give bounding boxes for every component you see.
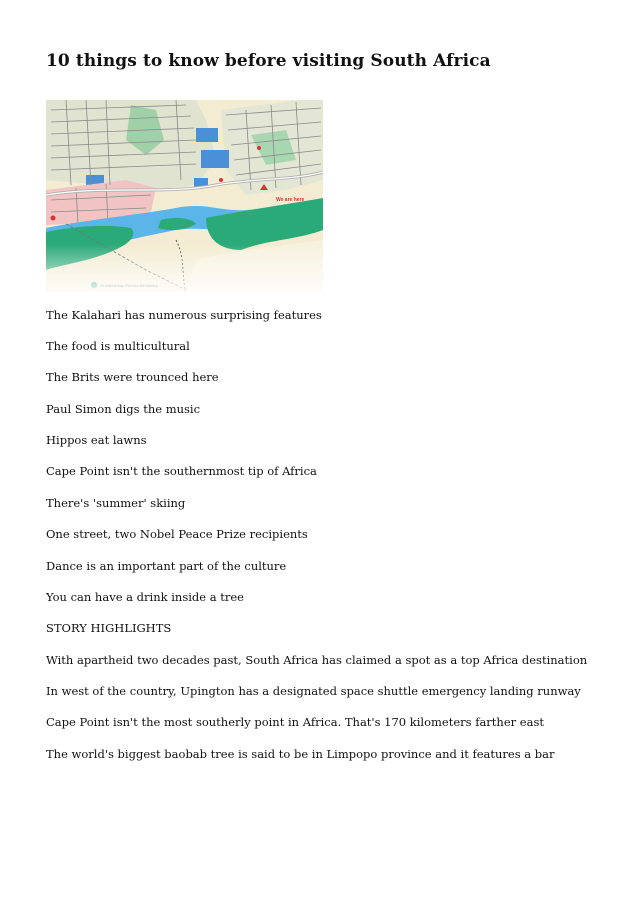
town-map-image bbox=[46, 100, 323, 292]
story-highlights-heading: STORY HIGHLIGHTS bbox=[46, 621, 172, 635]
highlight-apartheid: With apartheid two decades past, South Africa has claimed a spot as a top Africa destination bbox=[46, 653, 588, 667]
fact-food: The food is multicultural bbox=[46, 339, 190, 353]
fact-dance: Dance is an important part of the culture bbox=[46, 559, 287, 573]
fact-brits: The Brits were trounced here bbox=[46, 370, 219, 384]
fact-kalahari: The Kalahari has numerous surprising features bbox=[46, 308, 322, 322]
fact-cape-point: Cape Point isn't the southernmost tip of Africa bbox=[46, 464, 317, 478]
fact-tree-bar: You can have a drink inside a tree bbox=[46, 590, 244, 604]
fact-nobel-street: One street, two Nobel Peace Prize recipients bbox=[46, 527, 308, 541]
page-title: 10 things to know before visiting South Africa bbox=[46, 51, 491, 71]
fact-paul-simon: Paul Simon digs the music bbox=[46, 402, 201, 416]
highlight-upington: In west of the country, Upington has a designated space shuttle emergency landing runway bbox=[46, 684, 581, 698]
fact-skiing: There's 'summer' skiing bbox=[46, 496, 186, 510]
highlight-cape-point: Cape Point isn't the most southerly point in Africa. That's 170 kilometers farther east bbox=[46, 715, 544, 729]
highlight-baobab: The world's biggest baobab tree is said to be in Limpopo province and it features a bar bbox=[46, 747, 555, 761]
fact-hippos: Hippos eat lawns bbox=[46, 433, 147, 447]
